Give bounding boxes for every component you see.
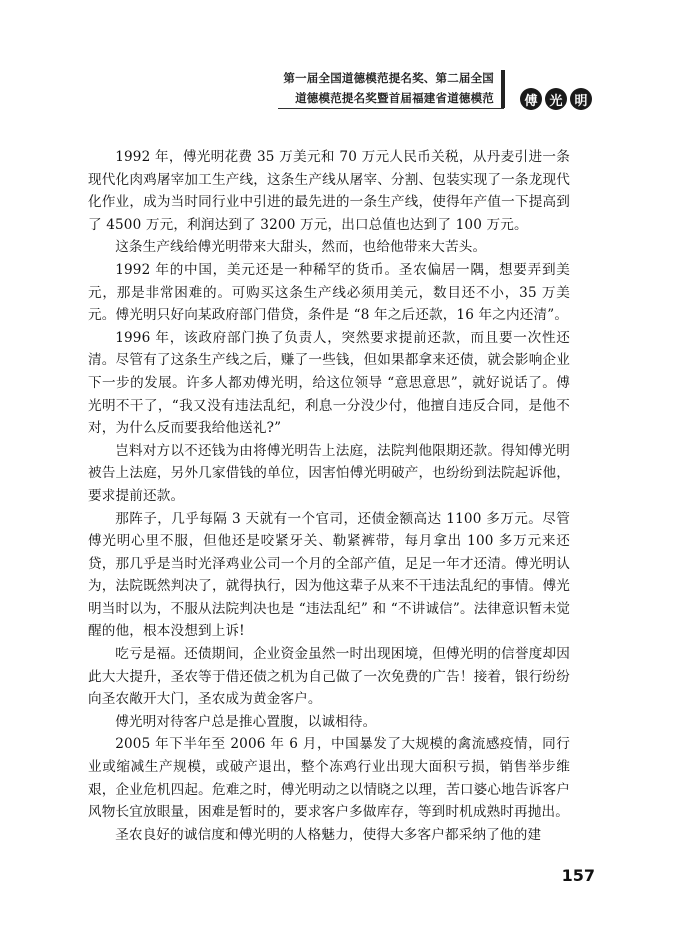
header-underline	[278, 108, 504, 109]
header-vertical-bar	[501, 70, 505, 108]
paragraph: 傅光明对待客户总是推心置腹，以诚相待。	[115, 713, 377, 730]
paragraph: 1992 年的中国，美元还是一种稀罕的货币。圣农偏居一隅，想要弄到美元，那是非常困难的。可购买这条生产线必须用美元，数目还不小，35 万美元。傅光明只好向某政府部门借贷，条件是 “8 年之后还款，16 年之内还清”。	[88, 261, 570, 324]
name-seal-badges	[520, 88, 592, 110]
paragraph: 吃亏是福。还债期间，企业资金虽然一时出现困境，但傅光明的信誉度却因此大大提升，圣农等于借还债之机为自己做了一次免费的广告！接着，银行纷纷向圣农敞开大门，圣农成为黄金客户。	[88, 646, 570, 708]
seal-char-2: 光	[545, 88, 567, 110]
paragraph: 1996 年，该政府部门换了负责人，突然要求提前还款，而且要一次性还清。尽管有了这条生产线之后，赚了一些钱，但如果都拿来还债，就会影响企业下一步的发展。许多人都劝傅光明，给这位领导 “意思意思”，就好说话了。傅光明不干了，“我又没有违法乱纪，利息一分没少付，他擅自违反合同，是他不对，为什么反而要我给他送礼?”	[88, 329, 570, 437]
seal-char-1: 傅	[520, 88, 542, 110]
header-title-line-2: 道德模范提名奖暨首届福建省道德模范	[295, 91, 494, 105]
paragraph: 岂料对方以不还钱为由将傅光明告上法庭，法院判他限期还款。得知傅光明被告上法庭，另外几家借钱的单位，因害怕傅光明破产，也纷纷到法院起诉他，要求提前还款。	[88, 442, 570, 504]
paragraph: 2005 年下半年至 2006 年 6 月，中国暴发了大规模的禽流感疫情，同行业或缩减生产规模，或破产退出，整个冻鸡行业出现大面积亏损，销售举步维艰，企业危机四起。危难之时，傅光明动之以情晓之以理，苦口婆心地告诉客户风物长宜放眼量，困难是暂时的，要求客户多做库存，等到时机成熟时再抛出。	[88, 736, 570, 821]
body-text	[88, 146, 570, 846]
paragraph: 圣农良好的诚信度和傅光明的人格魅力，使得大多客户都采纳了他的建	[115, 826, 542, 843]
header-title-line-1: 第一届全国道德模范提名奖、第二届全国	[283, 71, 494, 85]
seal-char-3: 明	[570, 88, 592, 110]
paragraph: 1992 年，傅光明花费 35 万美元和 70 万元人民币关税，从丹麦引进一条现代化肉鸡屠宰加工生产线，这条生产线从屠宰、分割、包装实现了一条龙现代化作业，成为当时同行业中引进的最先进的一条生产线，使得年产值一下提高到了 4500 万元，利润达到了 3200 万元，出口总值也达到了 100 万元。	[88, 149, 570, 233]
running-header	[0, 0, 677, 120]
paragraph: 那阵子，几乎每隔 3 天就有一个官司，还债金额高达 1100 多万元。尽管傅光明心里不服，但他还是咬紧牙关、勒紧裤带，每月拿出 100 多万元来还贷，那几乎是当时光泽鸡业公司一个月的全部产值，足足一年才还清。傅光明认为，法院既然判决了，就得执行，因为他这辈子从来不干违法乱纪的事情。傅光明当时以为，不服从法院判决也是 “违法乱纪” 和 “不讲诚信”。法律意识暂未觉醒的他，根本没想到上诉!	[88, 510, 570, 640]
page-number: 157	[561, 866, 595, 885]
paragraph: 这条生产线给傅光明带来大甜头，然而，也给他带来大苦头。	[115, 239, 487, 256]
